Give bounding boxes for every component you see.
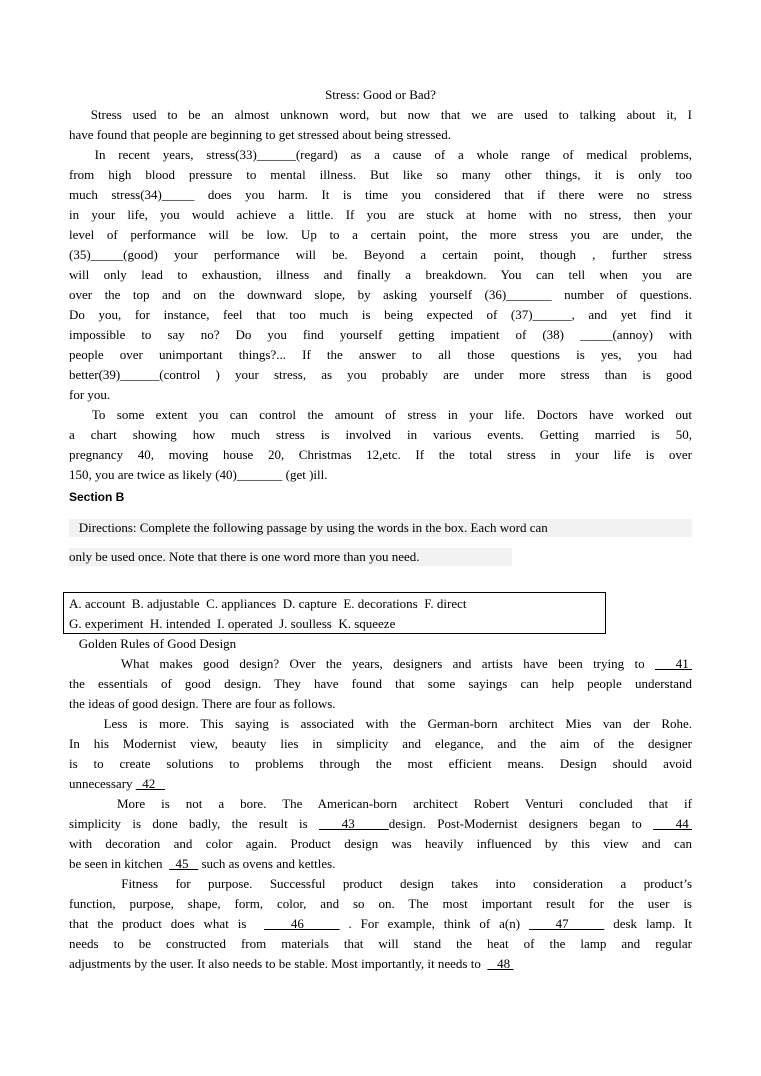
answer-blank[interactable]: 42 xyxy=(135,776,166,791)
text-line: More is not a bore. The American-born architect Robert Venturi concluded that if xyxy=(69,796,692,811)
text-line: adjustments by the user. It also needs to be stable. Most importantly, it needs to 48 xyxy=(69,956,514,971)
passage-design xyxy=(69,634,692,974)
text-line: Fitness for purpose. Successful product design takes into consideration a product’s xyxy=(69,876,692,891)
text-line: In recent years, stress(33)______(regard) as a cause of a whole range of medical problems, xyxy=(69,147,692,162)
text-line: have found that people are beginning to get stressed about being stressed. xyxy=(69,127,451,142)
text-line: pregnancy 40, moving house 20, Christmas 12,etc. If the total stress in your life is over xyxy=(69,447,692,462)
text-line: Do you, for instance, feel that too much is being expected of (37)______, and yet find it xyxy=(69,307,692,322)
text-line: over the top and on the downward slope, by asking yourself (36)_______ number of questions. xyxy=(69,287,692,302)
text-line: that the product does what is 46 . For example, think of a(n) 47 desk lamp. It xyxy=(69,916,692,931)
passage-stress xyxy=(69,85,692,485)
text-line: To some extent you can control the amount of stress in your life. Doctors have worked out xyxy=(69,407,692,422)
text-line: unnecessary 42 xyxy=(69,776,166,791)
text-line: level of performance will be low. Up to a certain point, the more stress you are under, the xyxy=(69,227,692,242)
text-line: impossible to say no? Do you find yourself getting impatient of (38) _____(annoy) with xyxy=(69,327,692,342)
word-box xyxy=(63,592,606,634)
answer-blank[interactable]: 44 xyxy=(653,816,692,831)
text-line: 150, you are twice as likely (40)_______ (get )ill. xyxy=(69,467,328,482)
text-line: What makes good design? Over the years, designers and artists have been trying to 41 xyxy=(69,656,692,671)
text-line: the ideas of good design. There are four as follows. xyxy=(69,696,336,711)
text-line: In his Modernist view, beauty lies in simplicity and elegance, and the aim of the designer xyxy=(69,736,692,751)
text-line: needs to be constructed from materials that will stand the heat of the lamp and regular xyxy=(69,936,692,951)
section-heading: Section B xyxy=(69,490,125,504)
passage-title: Golden Rules of Good Design xyxy=(69,636,237,651)
text-line: with decoration and color again. Product design was heavily influenced by this view and can xyxy=(69,836,692,851)
text-line: from high blood pressure to mental illness. But like so many other things, it is only too xyxy=(69,167,692,182)
answer-blank[interactable]: 45 xyxy=(169,856,199,871)
passage-title: Stress: Good or Bad? xyxy=(325,87,436,102)
text-line: will only lead to exhaustion, illness and finally a breakdown. You can tell when you are xyxy=(69,267,692,282)
text-line: the essentials of good design. They have found that some sayings can help people understand xyxy=(69,676,692,691)
answer-blank[interactable]: 46 xyxy=(264,916,340,931)
text-line: is to create solutions to problems through the most efficient means. Design should avoid xyxy=(69,756,692,771)
text-line: (35)_____(good) your performance will be. Beyond a certain point, though , further stress xyxy=(69,247,692,262)
text-line: Less is more. This saying is associated with the German-born architect Mies van der Rohe. xyxy=(69,716,692,731)
answer-blank[interactable]: 43 xyxy=(319,816,389,831)
directions-line: only be used once. Note that there is one word more than you need. xyxy=(69,548,512,566)
word-box-line: A. account B. adjustable C. appliances D. capture E. decorations F. direct xyxy=(69,596,467,611)
text-line: for you. xyxy=(69,387,111,402)
text-line: function, purpose, shape, form, color, and so on. The most important result for the user is xyxy=(69,896,692,911)
answer-blank[interactable]: 48 xyxy=(487,956,514,971)
text-line: simplicity is done badly, the result is 43 design. Post-Modernist designers began to 44 xyxy=(69,816,692,831)
text-line: Stress used to be an almost unknown word, but now that we are used to talking about it, I xyxy=(69,107,692,122)
text-line: people over unimportant things?... If the answer to all those questions is yes, you had xyxy=(69,347,692,362)
directions-line: Directions: Complete the following passage by using the words in the box. Each word can xyxy=(69,519,692,537)
text-line: a chart showing how much stress is involved in various events. Getting married is 50, xyxy=(69,427,692,442)
answer-blank[interactable]: 47 xyxy=(528,916,605,931)
answer-blank[interactable]: 41 xyxy=(655,656,692,671)
text-line: in your life, you would achieve a little. If you are stuck at home with no stress, then your xyxy=(69,207,692,222)
text-line: much stress(34)_____ does you harm. It is time you considered that if there were no stress xyxy=(69,187,692,202)
text-line: better(39)______(control ) your stress, as you probably are under more stress than is good xyxy=(69,367,692,382)
text-line: be seen in kitchen 45 such as ovens and kettles. xyxy=(69,856,336,871)
word-box-line: G. experiment H. intended I. operated J. soulless K. squeeze xyxy=(69,616,396,631)
